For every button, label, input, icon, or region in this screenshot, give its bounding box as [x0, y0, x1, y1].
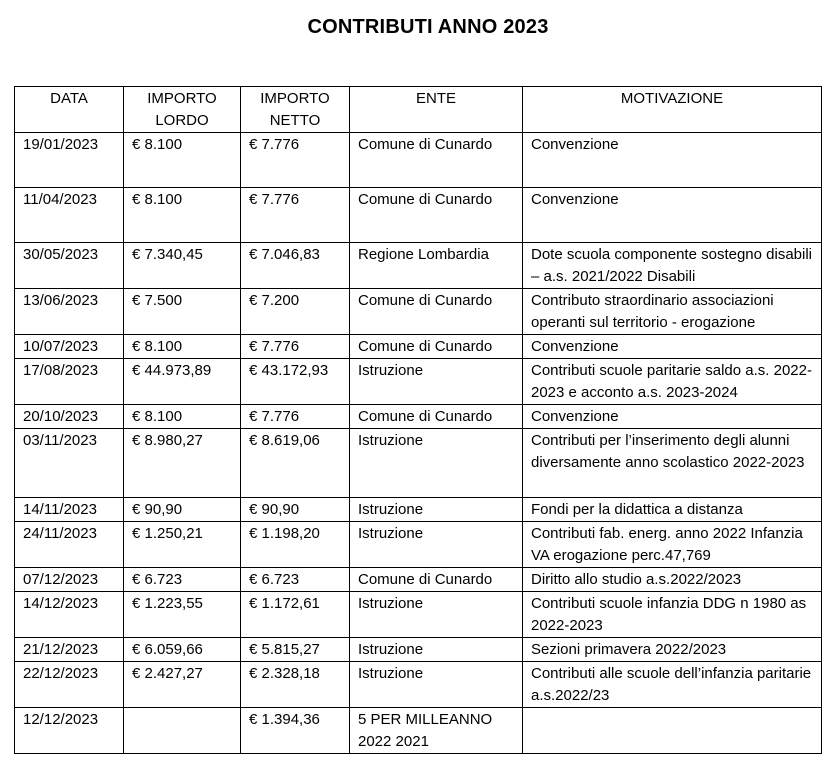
cell-ente: Istruzione	[350, 498, 523, 522]
cell-importo-netto: € 7.200	[241, 289, 350, 335]
table-row	[15, 638, 822, 662]
table-row	[15, 405, 822, 429]
cell-data: 13/06/2023	[15, 289, 124, 335]
table-row	[15, 133, 822, 188]
cell-importo-lordo: € 7.340,45	[124, 243, 241, 289]
cell-data: 14/12/2023	[15, 592, 124, 638]
column-header-motivazione: MOTIVAZIONE	[523, 87, 822, 133]
cell-motivazione: Convenzione	[523, 335, 822, 359]
cell-data: 20/10/2023	[15, 405, 124, 429]
cell-ente: Istruzione	[350, 592, 523, 638]
cell-motivazione: Convenzione	[523, 188, 822, 243]
cell-importo-netto: € 7.776	[241, 335, 350, 359]
cell-data: 10/07/2023	[15, 335, 124, 359]
column-header-ente: ENTE	[350, 87, 523, 133]
cell-data: 21/12/2023	[15, 638, 124, 662]
cell-data: 07/12/2023	[15, 568, 124, 592]
cell-ente: Comune di Cunardo	[350, 405, 523, 429]
cell-motivazione: Sezioni primavera 2022/2023	[523, 638, 822, 662]
cell-ente: Comune di Cunardo	[350, 568, 523, 592]
cell-data: 17/08/2023	[15, 359, 124, 405]
cell-importo-lordo: € 6.723	[124, 568, 241, 592]
cell-motivazione: Contributi fab. energ. anno 2022 Infanzia VA erogazione perc.47,769	[523, 522, 822, 568]
cell-importo-lordo: € 8.980,27	[124, 429, 241, 498]
cell-importo-netto: € 6.723	[241, 568, 350, 592]
cell-importo-netto: € 2.328,18	[241, 662, 350, 708]
cell-ente: Istruzione	[350, 662, 523, 708]
cell-importo-netto: € 90,90	[241, 498, 350, 522]
table-row	[15, 243, 822, 289]
cell-data: 22/12/2023	[15, 662, 124, 708]
table-row	[15, 592, 822, 638]
cell-importo-lordo: € 8.100	[124, 188, 241, 243]
cell-data: 14/11/2023	[15, 498, 124, 522]
cell-ente: Comune di Cunardo	[350, 133, 523, 188]
cell-importo-netto: € 8.619,06	[241, 429, 350, 498]
cell-motivazione: Contributi per l’inserimento degli alunni diversamente anno scolastico 2022-2023	[523, 429, 822, 498]
page-title: CONTRIBUTI ANNO 2023	[307, 16, 549, 38]
table-row	[15, 359, 822, 405]
cell-importo-netto: € 43.172,93	[241, 359, 350, 405]
table-row	[15, 568, 822, 592]
table-row	[15, 708, 822, 754]
cell-ente: Istruzione	[350, 638, 523, 662]
cell-importo-lordo: € 8.100	[124, 335, 241, 359]
cell-importo-netto: € 7.776	[241, 188, 350, 243]
cell-importo-lordo: € 2.427,27	[124, 662, 241, 708]
cell-motivazione: Contributi alle scuole dell’infanzia paritarie a.s.2022/23	[523, 662, 822, 708]
cell-ente: Regione Lombardia	[350, 243, 523, 289]
cell-motivazione	[523, 708, 822, 754]
cell-data: 12/12/2023	[15, 708, 124, 754]
column-header-data: DATA	[15, 87, 124, 133]
cell-ente: Comune di Cunardo	[350, 188, 523, 243]
cell-importo-lordo: € 90,90	[124, 498, 241, 522]
cell-importo-lordo	[124, 708, 241, 754]
cell-importo-lordo: € 1.223,55	[124, 592, 241, 638]
table-header-row	[15, 87, 822, 133]
cell-importo-netto: € 7.776	[241, 405, 350, 429]
cell-importo-netto: € 1.394,36	[241, 708, 350, 754]
cell-importo-netto: € 7.776	[241, 133, 350, 188]
cell-importo-lordo: € 1.250,21	[124, 522, 241, 568]
cell-motivazione: Convenzione	[523, 133, 822, 188]
cell-ente: Istruzione	[350, 429, 523, 498]
table-row	[15, 498, 822, 522]
table-row	[15, 188, 822, 243]
cell-data: 11/04/2023	[15, 188, 124, 243]
cell-importo-netto: € 1.172,61	[241, 592, 350, 638]
cell-data: 30/05/2023	[15, 243, 124, 289]
cell-importo-lordo: € 8.100	[124, 405, 241, 429]
cell-importo-netto: € 7.046,83	[241, 243, 350, 289]
cell-motivazione: Contributo straordinario associazioni operanti sul territorio - erogazione	[523, 289, 822, 335]
cell-ente: Comune di Cunardo	[350, 289, 523, 335]
cell-importo-netto: € 1.198,20	[241, 522, 350, 568]
cell-ente: Istruzione	[350, 522, 523, 568]
table-row	[15, 335, 822, 359]
cell-importo-lordo: € 7.500	[124, 289, 241, 335]
cell-motivazione: Diritto allo studio a.s.2022/2023	[523, 568, 822, 592]
column-header-importo-netto: IMPORTO NETTO	[241, 87, 350, 133]
cell-data: 03/11/2023	[15, 429, 124, 498]
cell-motivazione: Convenzione	[523, 405, 822, 429]
cell-ente: 5 PER MILLEANNO 2022 2021	[350, 708, 523, 754]
cell-ente: Istruzione	[350, 359, 523, 405]
cell-importo-lordo: € 44.973,89	[124, 359, 241, 405]
column-header-importo-lordo: IMPORTO LORDO	[124, 87, 241, 133]
cell-importo-lordo: € 6.059,66	[124, 638, 241, 662]
cell-importo-netto: € 5.815,27	[241, 638, 350, 662]
table-row	[15, 289, 822, 335]
cell-data: 19/01/2023	[15, 133, 124, 188]
cell-motivazione: Dote scuola componente sostegno disabili – a.s. 2021/2022 Disabili	[523, 243, 822, 289]
table-row	[15, 522, 822, 568]
cell-importo-lordo: € 8.100	[124, 133, 241, 188]
cell-motivazione: Contributi scuole infanzia DDG n 1980 as 2022-2023	[523, 592, 822, 638]
contributi-table	[14, 86, 822, 754]
cell-data: 24/11/2023	[15, 522, 124, 568]
table-row	[15, 662, 822, 708]
table-row	[15, 429, 822, 498]
cell-motivazione: Contributi scuole paritarie saldo a.s. 2022-2023 e acconto a.s. 2023-2024	[523, 359, 822, 405]
cell-motivazione: Fondi per la didattica a distanza	[523, 498, 822, 522]
cell-ente: Comune di Cunardo	[350, 335, 523, 359]
